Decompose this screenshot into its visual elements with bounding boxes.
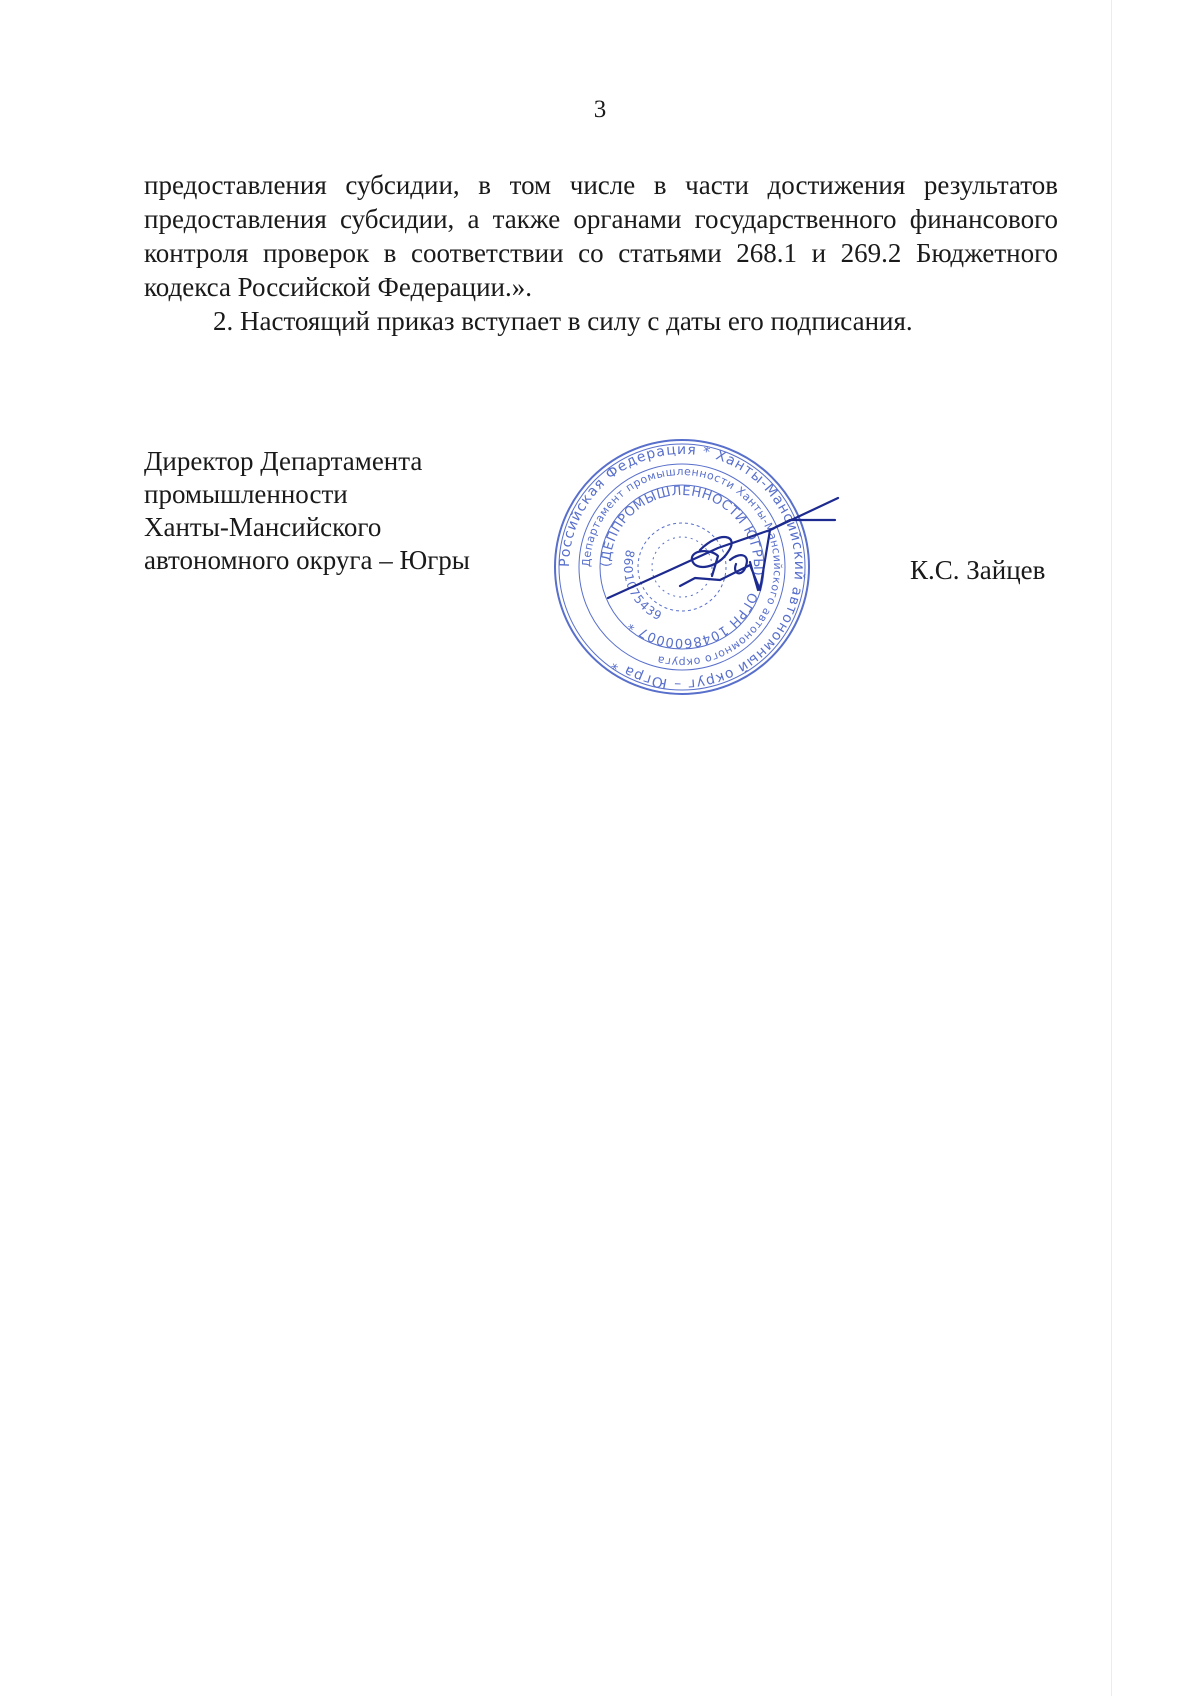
position-line: Ханты-Мансийского xyxy=(144,512,382,542)
body-line: кодекса Российской Федерации.». xyxy=(144,272,533,302)
stamp-middle-text: Департамент промышленности Ханты-Мансийского автономного округа xyxy=(579,464,785,670)
scan-edge-line xyxy=(1111,0,1112,1696)
body-line: предоставления субсидии, в том числе в части достижения результатов xyxy=(144,170,1058,200)
body-line: контроля проверок в соответствии со статьями 268.1 и 269.2 Бюджетного xyxy=(144,238,1058,268)
signatory-position xyxy=(144,445,470,577)
stamp-number-text: 8601075439 xyxy=(620,548,665,624)
handwritten-signature xyxy=(600,490,840,610)
paragraph-2: 2. Настоящий приказ вступает в силу с даты его подписания. xyxy=(213,306,913,336)
position-line: Директор Департамента xyxy=(144,446,423,476)
signer-name: К.С. Зайцев xyxy=(910,555,1046,585)
position-line: промышленности xyxy=(144,479,348,509)
body-line: предоставления субсидии, а также органами государственного финансового xyxy=(144,204,1058,234)
body-text xyxy=(144,168,1058,338)
position-line: автономного округа – Югры xyxy=(144,545,470,575)
page-number: 3 xyxy=(593,96,607,123)
stamp-inner-text: (ДЕППРОМЫШЛЕННОСТИ ЮГРЫ) * ОГРН 1048600007 * xyxy=(598,483,766,651)
stamp-outer-text: Российская Федерация * Ханты-Мансийский автономный округ – Югра * xyxy=(556,441,808,693)
